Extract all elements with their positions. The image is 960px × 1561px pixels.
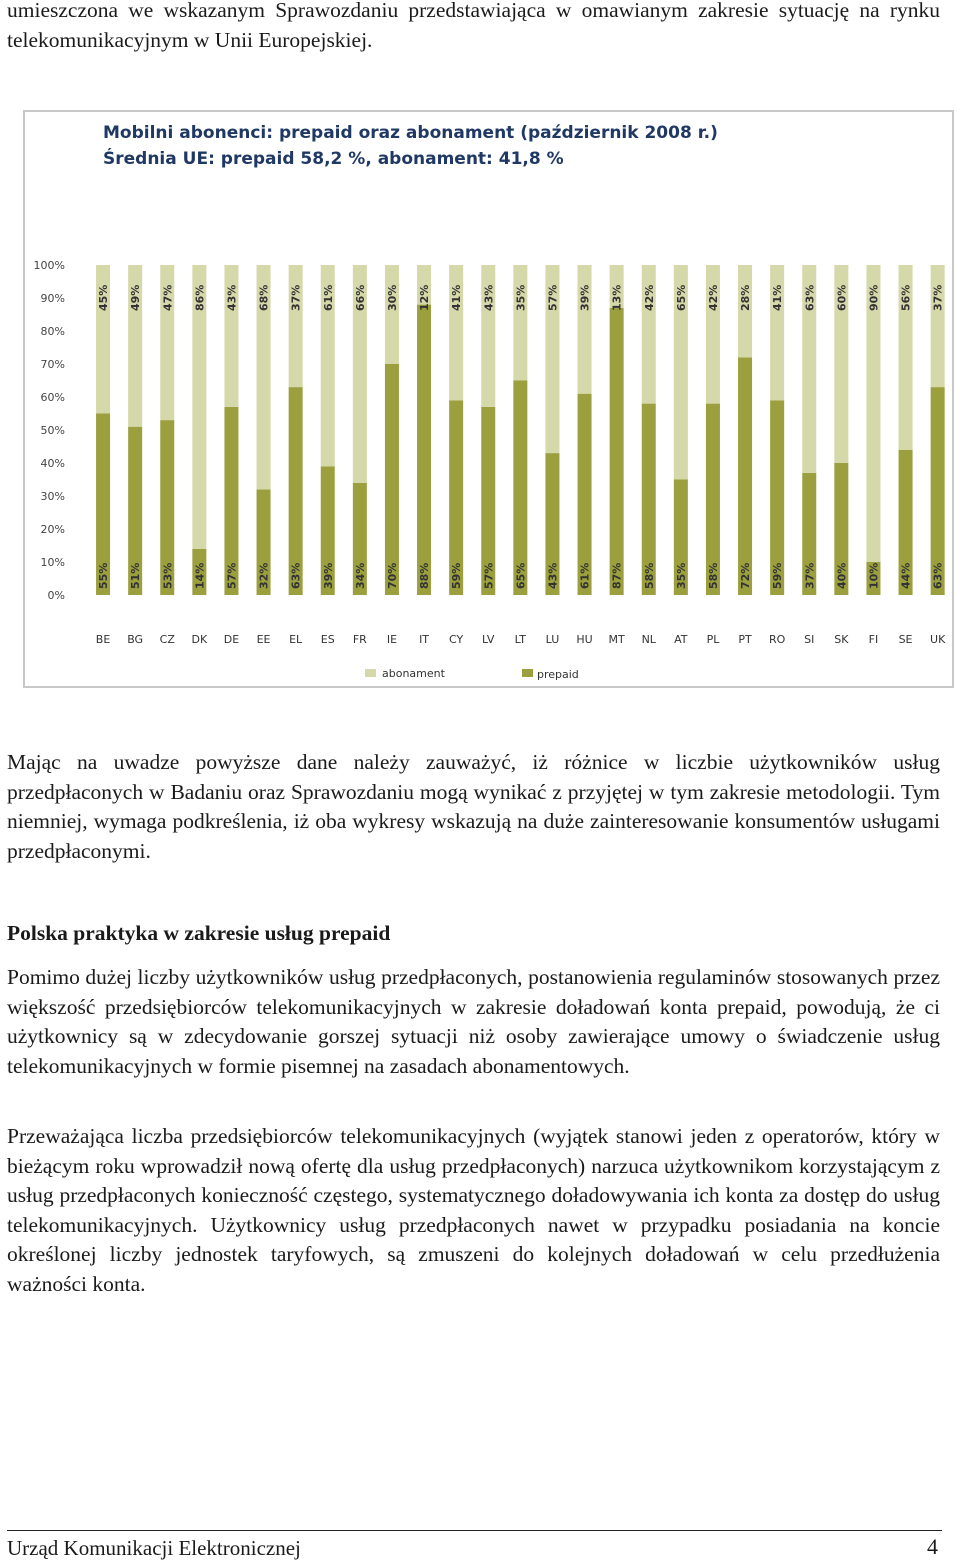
x-category-label: SK <box>834 633 849 646</box>
y-tick-label: 20% <box>40 523 65 536</box>
y-tick-label: 90% <box>40 292 65 305</box>
y-tick-label: 10% <box>40 556 65 569</box>
paragraph-prepaid-practice: Pomimo dużej liczby użytkowników usług przedpłaconych, postanowienia regulaminów stosowanych przez większość przedsiębiorców telekomunikacyjnych w zakresie doładowań konta prepaid, powodują, że ci użytkownicy są w zdecydowanie gorszej sytuacji niż osoby zawierające umowy o świadczenie usług telekomunikacyjnych w formie pisemnej na zasadach abonamentowych. <box>7 965 940 1078</box>
label-abonament: 63% <box>803 284 817 311</box>
x-category-label: IE <box>386 633 398 646</box>
label-abonament: 49% <box>129 284 143 311</box>
chart-frame <box>23 110 954 688</box>
label-prepaid: 37% <box>803 562 817 589</box>
label-abonament: 60% <box>835 284 849 311</box>
x-category-label: LV <box>482 633 495 646</box>
top-paragraph: umieszczona we wskazanym Sprawozdaniu przedstawiająca w omawianym zakresie sytuację na rynku telekomunikacyjnym w Unii Europejskiej. <box>7 0 940 52</box>
label-prepaid: 40% <box>835 562 849 589</box>
label-prepaid: 70% <box>385 562 399 589</box>
label-prepaid: 59% <box>450 562 464 589</box>
legend-swatch-prepaid <box>522 669 533 677</box>
y-tick-label: 70% <box>40 358 65 371</box>
page-number: 4 <box>927 1534 938 1559</box>
label-prepaid: 63% <box>931 562 945 589</box>
chart-subtitle: Średnia UE: prepaid 58,2 %, abonament: 41,8 % <box>103 149 564 169</box>
x-category-label: LT <box>514 633 527 646</box>
label-prepaid: 51% <box>129 562 143 589</box>
label-abonament: 41% <box>450 284 464 311</box>
x-category-label: SE <box>898 633 913 646</box>
x-category-label: EE <box>256 633 271 646</box>
label-abonament: 66% <box>353 284 367 311</box>
x-category-label: PT <box>738 633 752 646</box>
label-abonament: 61% <box>321 284 335 311</box>
label-prepaid: 32% <box>257 562 271 589</box>
label-abonament: 37% <box>289 284 303 311</box>
label-abonament: 28% <box>739 284 753 311</box>
label-abonament: 37% <box>931 284 945 311</box>
label-abonament: 42% <box>642 284 656 311</box>
x-category-label: EL <box>289 633 303 646</box>
x-category-label: ES <box>320 633 335 646</box>
y-tick-label: 50% <box>40 424 65 437</box>
label-prepaid: 61% <box>578 562 592 589</box>
bar-abonament <box>513 265 527 381</box>
label-prepaid: 39% <box>321 562 335 589</box>
x-category-label: AT <box>674 633 688 646</box>
label-prepaid: 58% <box>642 562 656 589</box>
x-category-label: UK <box>930 633 946 646</box>
label-abonament: 45% <box>97 284 111 311</box>
bar-abonament <box>289 265 303 387</box>
x-category-label: LU <box>545 633 560 646</box>
x-category-label: NL <box>641 633 656 646</box>
x-category-label: FI <box>868 633 879 646</box>
label-prepaid: 34% <box>353 562 367 589</box>
y-tick-label: 0% <box>47 589 65 602</box>
x-category-label: CZ <box>159 633 175 646</box>
label-abonament: 56% <box>899 284 913 311</box>
legend-label-prepaid: prepaid <box>537 668 579 681</box>
label-prepaid: 58% <box>706 562 720 589</box>
footer-rule <box>7 1530 942 1531</box>
bar-abonament <box>385 265 399 364</box>
legend-label-abonament: abonament <box>382 667 445 680</box>
label-abonament: 65% <box>674 284 688 311</box>
label-prepaid: 65% <box>514 562 528 589</box>
bar-abonament <box>931 265 945 387</box>
label-prepaid: 59% <box>771 562 785 589</box>
label-abonament: 47% <box>161 284 175 311</box>
bar-abonament <box>578 265 592 394</box>
label-prepaid: 35% <box>674 562 688 589</box>
paragraph-operators: Przeważająca liczba przedsiębiorców telekomunikacyjnych (wyjątek stanowi jeden z operatorów, który w bieżącym roku wprowadził nową ofertę dla usług przedpłaconych) narzuca użytkownikom korzystającym z usług przedpłaconych konieczność częstego, systematycznego doładowywania ich konta za dostęp do usług telekomunikacyjnych. Użytkownicy usług przedpłaconych nawet w przypadku posiadania na koncie określonej liczby jednostek taryfowych, są zmuszeni do kolejnych doładowań w celu przedłużenia ważności konta. <box>7 1124 940 1296</box>
y-tick-label: 30% <box>40 490 65 503</box>
x-category-label: BE <box>95 633 111 646</box>
x-category-label: HU <box>576 633 593 646</box>
x-category-label: DK <box>191 633 208 646</box>
y-tick-label: 40% <box>40 457 65 470</box>
label-prepaid: 57% <box>482 562 496 589</box>
section-heading: Polska praktyka w zakresie usług prepaid <box>7 921 391 945</box>
x-category-label: MT <box>608 633 625 646</box>
bar-prepaid <box>417 305 431 595</box>
x-category-label: DE <box>223 633 240 646</box>
bar-prepaid <box>610 308 624 595</box>
x-category-label: RO <box>768 633 786 646</box>
label-prepaid: 87% <box>610 562 624 589</box>
footer-organization: Urząd Komunikacji Elektronicznej <box>7 1536 301 1560</box>
label-abonament: 12% <box>418 284 432 311</box>
label-abonament: 41% <box>771 284 785 311</box>
y-tick-label: 60% <box>40 391 65 404</box>
x-category-label: BG <box>127 633 144 646</box>
x-category-label: CY <box>449 633 464 646</box>
label-prepaid: 44% <box>899 562 913 589</box>
label-prepaid: 14% <box>193 562 207 589</box>
label-abonament: 86% <box>193 284 207 311</box>
stacked-bar-chart <box>25 112 952 686</box>
middle-paragraph: Mając na uwadze powyższe dane należy zauważyć, iż różnice w liczbie użytkowników usług przedpłaconych w Badaniu oraz Sprawozdaniu mogą wynikać z przyjętej w tym zakresie metodologii. Tym niemniej, wymaga podkreślenia, iż oba wykresy wskazują na duże zainteresowanie konsumentów usługami przedpłaconymi. <box>7 750 940 863</box>
label-abonament: 57% <box>546 284 560 311</box>
chart-title: Mobilni abonenci: prepaid oraz abonament (październik 2008 r.) <box>103 123 718 143</box>
legend-swatch-abonament <box>365 669 376 677</box>
label-abonament: 43% <box>225 284 239 311</box>
label-prepaid: 63% <box>289 562 303 589</box>
bar-prepaid <box>738 357 752 595</box>
bar-prepaid <box>385 364 399 595</box>
x-category-label: FR <box>352 633 367 646</box>
label-abonament: 68% <box>257 284 271 311</box>
x-category-label: SI <box>804 633 815 646</box>
y-tick-label: 100% <box>33 259 65 272</box>
label-prepaid: 57% <box>225 562 239 589</box>
label-abonament: 42% <box>706 284 720 311</box>
label-abonament: 13% <box>610 284 624 311</box>
label-prepaid: 72% <box>739 562 753 589</box>
label-prepaid: 53% <box>161 562 175 589</box>
label-prepaid: 55% <box>97 562 111 589</box>
label-prepaid: 88% <box>418 562 432 589</box>
x-category-label: PL <box>706 633 720 646</box>
label-prepaid: 10% <box>867 562 881 589</box>
label-abonament: 30% <box>385 284 399 311</box>
label-abonament: 43% <box>482 284 496 311</box>
label-abonament: 35% <box>514 284 528 311</box>
label-abonament: 39% <box>578 284 592 311</box>
label-abonament: 90% <box>867 284 881 311</box>
label-prepaid: 43% <box>546 562 560 589</box>
x-category-label: IT <box>419 633 430 646</box>
y-tick-label: 80% <box>40 325 65 338</box>
